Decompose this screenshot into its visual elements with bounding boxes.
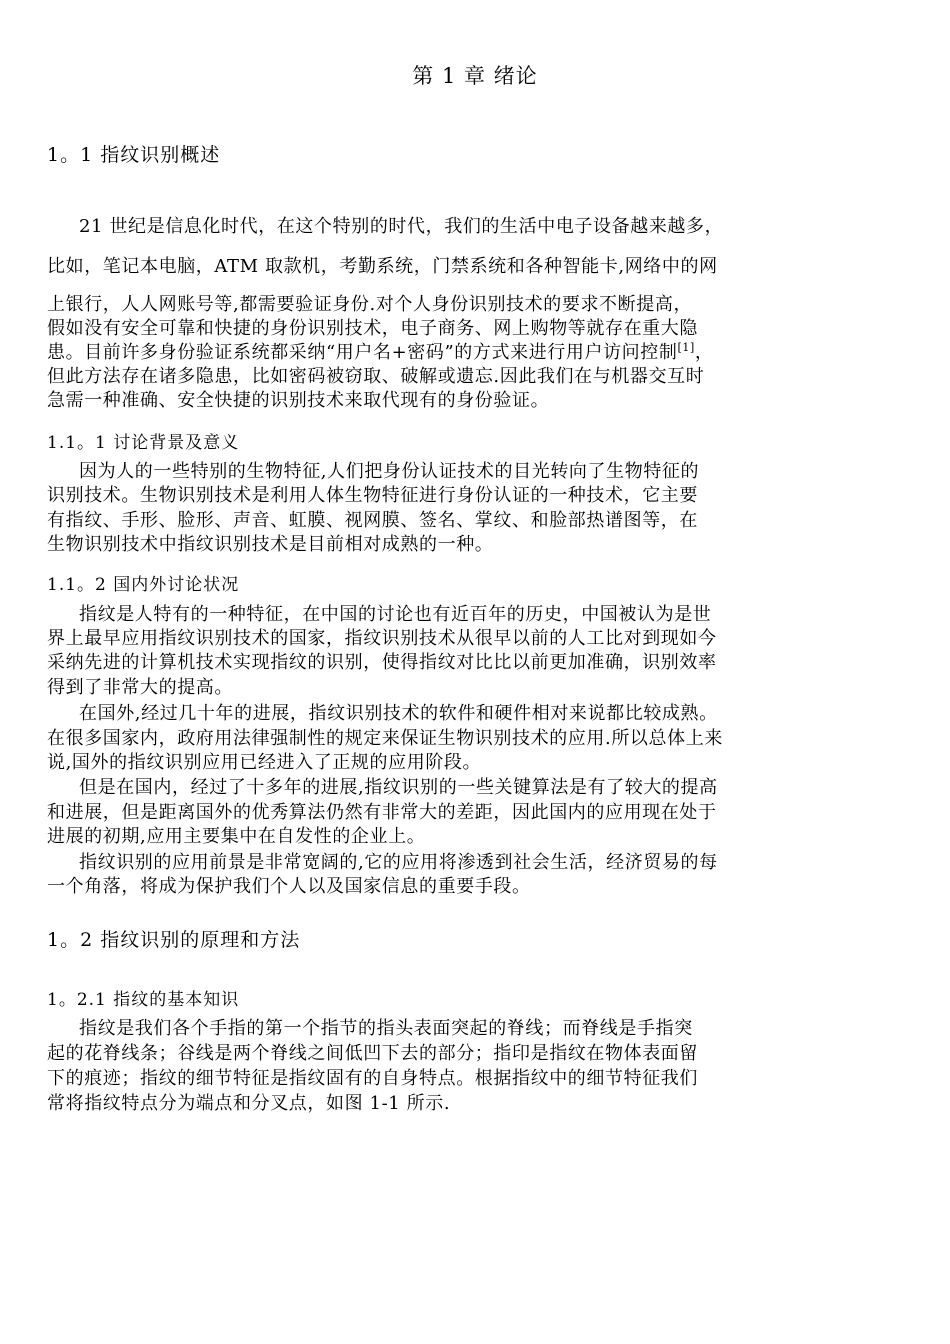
citation-marker: [1] [677,341,695,354]
paragraph-line: 因为人的一些特别的生物特征,人们把身份认证技术的目光转向了生物特征的 [79,461,700,482]
paragraph-line: 在国外,经过几十年的进展，指纹识别技术的软件和硬件相对来说都比较成熟。 [79,703,718,724]
paragraph-line: 起的花脊线条；谷线是两个脊线之间低凹下去的部分；指印是指纹在物体表面留 [47,1043,698,1064]
paragraph-line: 21 世纪是信息化时代，在这个特别的时代，我们的生活中电子设备越来越多， [79,216,724,237]
paragraph-line: 和进展，但是距离国外的优秀算法仍然有非常大的差距，因此国内的应用现在处于 [47,802,717,823]
paragraph-line: 下的痕迹；指纹的细节特征是指纹固有的自身特点。根据指纹中的细节特征我们 [47,1068,698,1089]
paragraph-line: 生物识别技术中指纹识别技术是目前相对成熟的一种。 [47,534,494,555]
section-heading-1-1-1: 1.1。1 讨论背景及意义 [47,433,240,453]
paragraph-line: 得到了非常大的提高。 [47,677,233,698]
section-heading-1-1-2: 1.1。2 国内外讨论状况 [47,575,240,595]
paragraph-line: 采纳先进的计算机技术实现指纹的识别，使得指纹对比比以前更加准确，识别效率 [47,652,717,673]
paragraph-line: 急需一种准确、安全快捷的识别技术来取代现有的身份验证。 [47,390,550,411]
paragraph-line: 进展的初期,应用主要集中在自发性的企业上。 [47,826,426,847]
paragraph-line: 有指纹、手形、脸形、声音、虹膜、视网膜、签名、掌纹、和脸部热谱图等，在 [47,510,698,531]
paragraph-line: 指纹是我们各个手指的第一个指节的指头表面突起的脊线；而脊线是手指突 [79,1018,693,1039]
section-heading-1-2: 1。2 指纹识别的原理和方法 [47,929,301,951]
paragraph-line: 但此方法存在诸多隐患，比如密码被窃取、破解或遗忘.因此我们在与机器交互时 [47,366,705,387]
citation-tail: ， [694,342,714,363]
paragraph-line-with-citation [47,342,907,364]
paragraph-line: 一个角落，将成为保护我们个人以及国家信息的重要手段。 [47,876,531,897]
paragraph-line: 在很多国家内，政府用法律强制性的规定来保证生物识别技术的应用.所以总体上来 [47,728,723,749]
section-heading-1-2-1: 1。2.1 指纹的基本知识 [47,990,240,1010]
paragraph-line: 说,国外的指纹识别应用已经进入了正规的应用阶段。 [47,752,482,773]
paragraph-line: 但是在国内，经过了十多年的进展,指纹识别的一些关键算法是有了较大的提高 [79,777,718,798]
paragraph-line: 指纹识别的应用前景是非常宽阔的,它的应用将渗透到社会生活，经济贸易的每 [79,852,718,873]
paragraph-text: 患。目前许多身份验证系统都采纳“用户名+密码”的方式来进行用户访问控制 [47,342,678,363]
paragraph-line: 假如没有安全可靠和快捷的身份识别技术，电子商务、网上购物等就存在重大隐 [47,318,698,339]
paragraph-line: 识别技术。生物识别技术是利用人体生物特征进行身份认证的一种技术，它主要 [47,485,698,506]
paragraph-line: 比如，笔记本电脑，ATM 取款机，考勤系统，门禁系统和各种智能卡,网络中的网 [47,256,718,277]
paragraph-line: 常将指纹特点分为端点和分叉点，如图 1-1 所示. [47,1093,451,1114]
paragraph-line: 指纹是人特有的一种特征，在中国的讨论也有近百年的历史，中国被认为是世 [79,604,712,625]
chapter-title: 第 1 章 绪论 [412,64,538,88]
paragraph-line: 界上最早应用指纹识别技术的国家，指纹识别技术从很早以前的人工比对到现如今 [47,628,717,649]
section-heading-1-1: 1。1 指纹识别概述 [47,144,221,166]
paragraph-line: 上银行，人人网账号等,都需要验证身份.对个人身份识别技术的要求不断提高， [47,294,693,315]
